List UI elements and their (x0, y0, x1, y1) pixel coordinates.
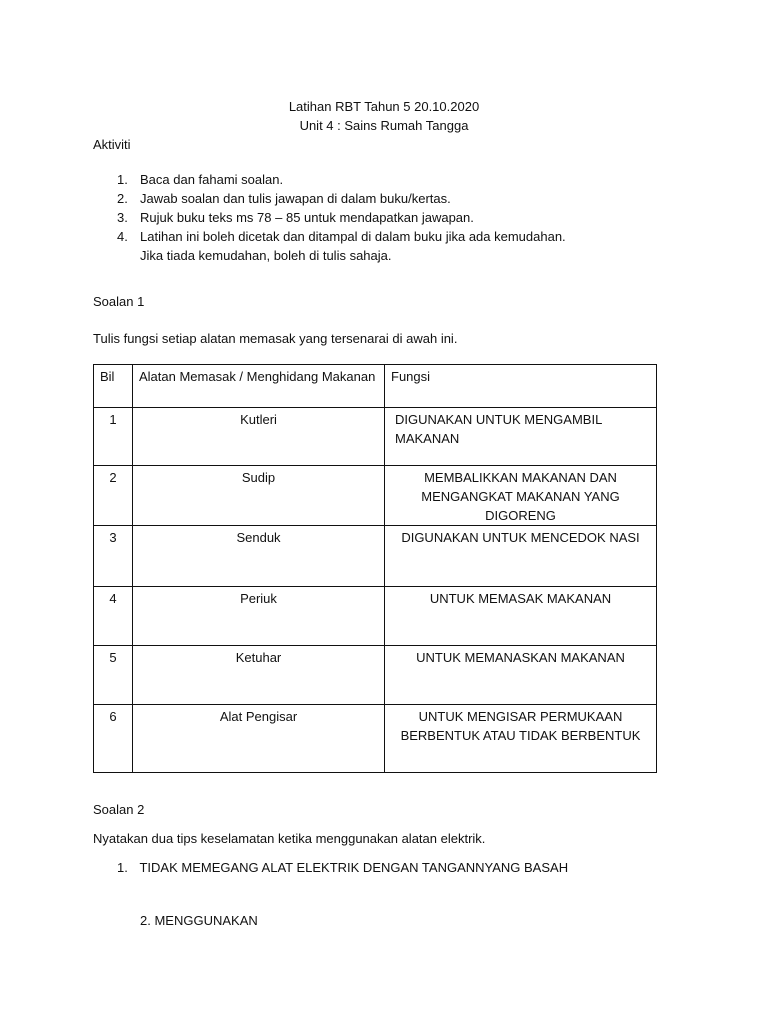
soalan1-question: Tulis fungsi setiap alatan memasak yang tersenarai di awah ini. (93, 331, 458, 346)
instruction-continuation: Jika tiada kemudahan, boleh di tulis sahaja. (140, 248, 392, 263)
instruction-list (117, 170, 566, 265)
cell-fungsi: DIGUNAKAN UNTUK MENGAMBIL MAKANAN (385, 408, 657, 466)
cell-alatan: Kutleri (133, 408, 385, 466)
soalan2-question: Nyatakan dua tips keselamatan ketika menggunakan alatan elektrik. (93, 831, 486, 846)
aktiviti-heading: Aktiviti (93, 137, 131, 152)
cell-alatan: Periuk (133, 587, 385, 646)
table-row (94, 705, 657, 773)
answer-number: 1. (117, 860, 128, 875)
instruction-number: 1. (117, 172, 128, 187)
instruction-text: Baca dan fahami soalan. (140, 172, 284, 187)
cell-fungsi: UNTUK MEMANASKAN MAKANAN (385, 646, 657, 705)
header-bil: Bil (94, 365, 133, 408)
soalan2-heading: Soalan 2 (93, 802, 145, 817)
answer-text: TIDAK MEMEGANG ALAT ELEKTRIK DENGAN TANGANNYANG BASAH (139, 860, 569, 875)
cell-fungsi: UNTUK MENGISAR PERMUKAAN BERBENTUK ATAU TIDAK BERBENTUK (385, 705, 657, 773)
table-row (94, 526, 657, 587)
document-subtitle: Unit 4 : Sains Rumah Tangga (299, 118, 469, 133)
table-row (94, 408, 657, 466)
instruction-text: Latihan ini boleh dicetak dan ditampal di dalam buku jika ada kemudahan. (140, 229, 566, 244)
table-row (94, 587, 657, 646)
cell-alatan: Ketuhar (133, 646, 385, 705)
answer-item (117, 860, 568, 875)
table-header-row (94, 365, 657, 408)
header-fungsi: Fungsi (385, 365, 657, 408)
cell-alatan: Alat Pengisar (133, 705, 385, 773)
cell-bil: 6 (94, 705, 133, 773)
header-alatan: Alatan Memasak / Menghidang Makanan (133, 365, 385, 408)
table-row (94, 646, 657, 705)
soalan1-heading: Soalan 1 (93, 294, 145, 309)
cell-bil: 4 (94, 587, 133, 646)
answer-number: 2. (140, 913, 151, 928)
instruction-item (117, 170, 566, 189)
instruction-item (117, 189, 566, 208)
document-title: Latihan RBT Tahun 5 20.10.2020 (288, 99, 480, 114)
instruction-item (117, 208, 566, 227)
answer-text: MENGGUNAKAN (154, 913, 258, 928)
cell-fungsi: DIGUNAKAN UNTUK MENCEDOK NASI (385, 526, 657, 587)
cell-fungsi: MEMBALIKKAN MAKANAN DAN MENGANGKAT MAKANAN YANG DIGORENG (385, 466, 657, 526)
cell-alatan: Sudip (133, 466, 385, 526)
cell-alatan: Senduk (133, 526, 385, 587)
instruction-number: 4. (117, 229, 128, 244)
instruction-text: Rujuk buku teks ms 78 – 85 untuk mendapatkan jawapan. (140, 210, 474, 225)
instruction-text: Jawab soalan dan tulis jawapan di dalam buku/kertas. (140, 191, 451, 206)
answer-item (140, 913, 258, 928)
cell-bil: 3 (94, 526, 133, 587)
cell-bil: 2 (94, 466, 133, 526)
cell-fungsi: UNTUK MEMASAK MAKANAN (385, 587, 657, 646)
instruction-item (117, 227, 566, 265)
cell-bil: 1 (94, 408, 133, 466)
table-row (94, 466, 657, 526)
cooking-tools-table (93, 364, 657, 773)
instruction-number: 3. (117, 210, 128, 225)
instruction-number: 2. (117, 191, 128, 206)
cell-bil: 5 (94, 646, 133, 705)
